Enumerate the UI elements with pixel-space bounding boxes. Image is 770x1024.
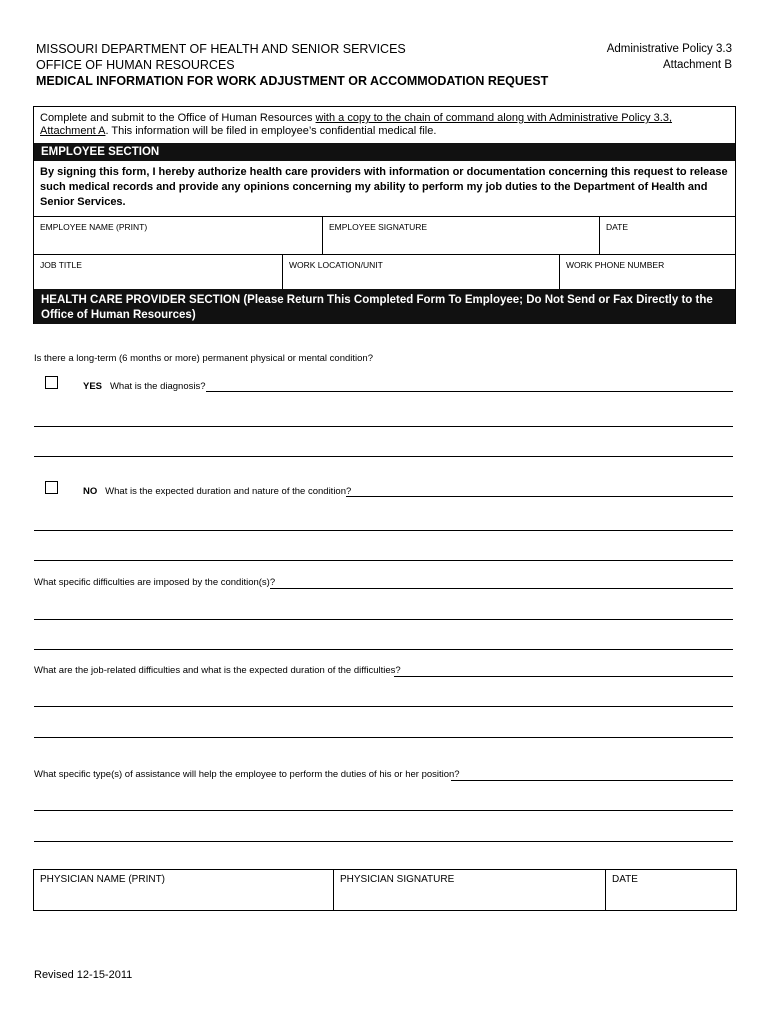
employee-row-1 (34, 216, 735, 254)
assistance-answer-line-3[interactable] (34, 841, 733, 842)
job-difficulties-question: What are the job-related difficulties and what is the expected duration of the difficulties? (34, 665, 401, 676)
difficulties-answer-line-2[interactable] (34, 619, 733, 620)
policy-reference (607, 41, 732, 73)
physician-date-label: DATE (612, 874, 638, 885)
employee-row-2 (34, 254, 735, 289)
form-header (36, 41, 548, 89)
attachment-label: Attachment B (662, 59, 732, 71)
no-option (83, 486, 351, 497)
authorization-statement: By signing this form, I hereby authorize health care providers with information or documentation concerning this request to release such medical records and provide any opinions concerning my ability to perform my job duties to the Department of Health and Senior Services. (40, 166, 728, 208)
duration-answer-line-3[interactable] (34, 560, 733, 561)
provider-section-heading: HEALTH CARE PROVIDER SECTION (Please Return This Completed Form To Employee; Do Not Send or Fax Directly to the Office of Human Resources) (34, 289, 735, 324)
yes-option (83, 381, 206, 392)
no-checkbox[interactable] (45, 481, 58, 494)
work-location-label: WORK LOCATION/UNIT (289, 260, 383, 270)
form-title: MEDICAL INFORMATION FOR WORK ADJUSTMENT OR ACCOMMODATION REQUEST (36, 74, 549, 88)
employee-signature-label: EMPLOYEE SIGNATURE (329, 222, 428, 232)
difficulties-question: What specific difficulties are imposed by the condition(s)? (34, 577, 276, 588)
job-difficulties-answer-line[interactable] (394, 676, 733, 677)
physician-row (33, 869, 737, 911)
job-title-field[interactable] (34, 255, 283, 289)
yes-checkbox[interactable] (45, 376, 58, 389)
assistance-question: What specific type(s) of assistance will help the employee to perform the duties of his or her position? (34, 769, 460, 780)
employee-signature-field[interactable] (323, 217, 600, 254)
office-name: OFFICE OF HUMAN RESOURCES (36, 58, 235, 72)
assistance-answer-line-2[interactable] (34, 810, 733, 811)
revision-date: Revised 12-15-2011 (34, 969, 133, 981)
physician-signature-field[interactable] (334, 870, 606, 910)
employee-name-field[interactable] (34, 217, 323, 254)
physician-name-label: PHYSICIAN NAME (PRINT) (40, 874, 166, 885)
employee-section-heading: EMPLOYEE SECTION (34, 143, 735, 161)
employee-date-field[interactable] (600, 217, 735, 254)
work-phone-label: WORK PHONE NUMBER (566, 260, 665, 270)
work-location-field[interactable] (283, 255, 560, 289)
duration-question: What is the expected duration and nature of the condition? (105, 486, 352, 497)
yes-label: YES (83, 381, 103, 392)
physician-signature-label: PHYSICIAN SIGNATURE (340, 874, 455, 885)
diagnosis-answer-line-3[interactable] (34, 456, 733, 457)
no-label: NO (83, 486, 98, 497)
work-phone-field[interactable] (560, 255, 735, 289)
intro-text: Complete and submit to the Office of Human Resources (40, 112, 316, 124)
policy-number: Administrative Policy 3.3 (606, 43, 732, 55)
difficulties-answer-line-3[interactable] (34, 649, 733, 650)
diagnosis-question: What is the diagnosis? (109, 381, 206, 392)
intro-instructions (40, 112, 730, 138)
intro-text-end: . This information will be filed in employee’s confidential medical file. (105, 125, 437, 137)
employee-date-label: DATE (606, 222, 629, 232)
duration-answer-line[interactable] (346, 496, 733, 497)
duration-answer-line-2[interactable] (34, 530, 733, 531)
employee-name-label: EMPLOYEE NAME (PRINT) (40, 222, 148, 232)
physician-date-field[interactable] (606, 870, 736, 910)
difficulties-answer-line[interactable] (270, 588, 733, 589)
assistance-answer-line[interactable] (451, 780, 733, 781)
longterm-question: Is there a long-term (6 months or more) permanent physical or mental condition? (34, 353, 373, 364)
intro-link-text: with a copy to the chain of command along with Administrative Policy 3.3, Attachment A (40, 112, 673, 137)
job-title-label: JOB TITLE (40, 260, 82, 270)
department-name: MISSOURI DEPARTMENT OF HEALTH AND SENIOR SERVICES (36, 42, 406, 56)
diagnosis-answer-line-2[interactable] (34, 426, 733, 427)
job-difficulties-answer-line-2[interactable] (34, 706, 733, 707)
diagnosis-answer-line[interactable] (206, 391, 733, 392)
physician-name-field[interactable] (34, 870, 334, 910)
job-difficulties-answer-line-3[interactable] (34, 737, 733, 738)
